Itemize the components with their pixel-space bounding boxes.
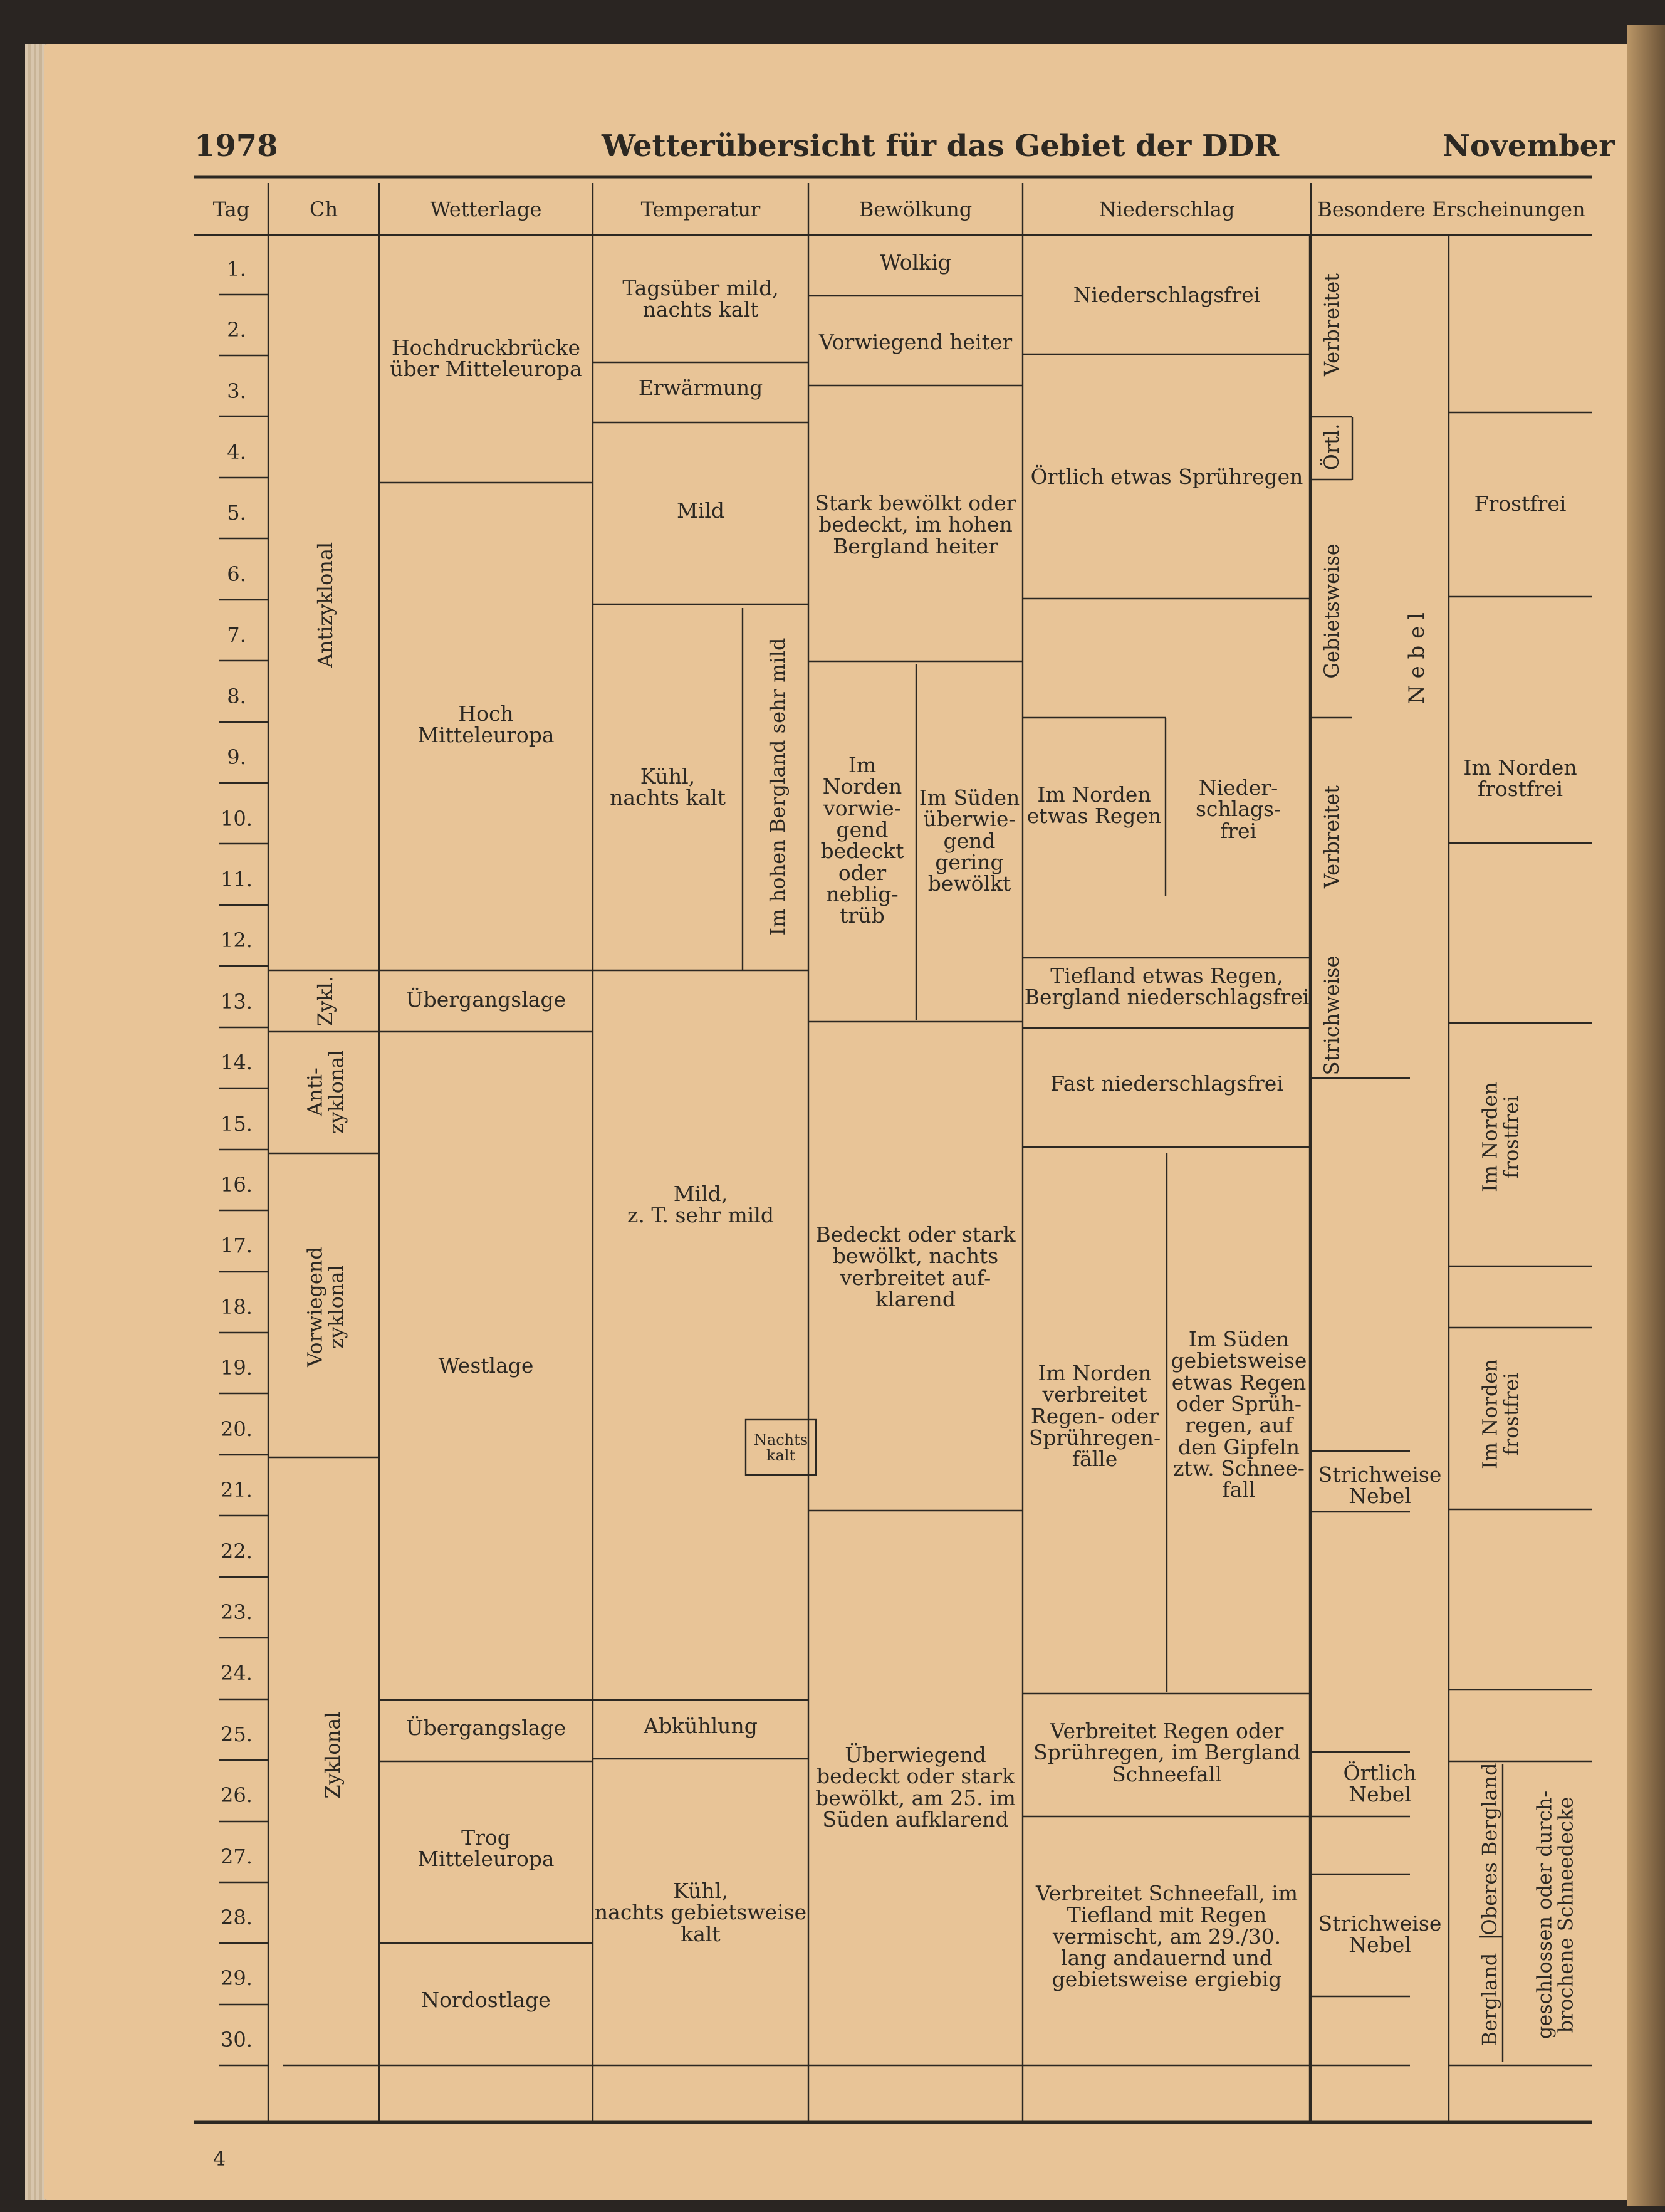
bewoelkung-cell: Überwiegend bedeckt oder stark bewölkt, am 25. im Süden aufklarend — [815, 1743, 1016, 1832]
bewoelkung-cell-nord: Im Norden vorwie- gend bedeckt oder neblig- trüb — [820, 753, 904, 928]
nebel-note: Örtlich Nebel — [1343, 1761, 1417, 1807]
col-header-wetterlage: Wetterlage — [430, 197, 542, 221]
day-label: 21. — [221, 1478, 253, 1502]
day-label: 11. — [221, 868, 253, 891]
day-label: 24. — [221, 1661, 253, 1685]
day-label: 7. — [227, 623, 246, 647]
nebel-note: Verbreitet — [1320, 273, 1344, 377]
day-label: 17. — [221, 1234, 253, 1257]
frost-note: Im Norden frostfrei — [1478, 1359, 1523, 1469]
col-header-niederschlag: Niederschlag — [1099, 197, 1235, 221]
temperatur-cell: Erwärmung — [638, 375, 763, 400]
nebel-note: Örtl. — [1320, 423, 1344, 471]
temperatur-cell: Tagsüber mild, nachts kalt — [622, 276, 779, 322]
col-header-ch: Ch — [309, 197, 338, 221]
day-label: 20. — [221, 1417, 253, 1441]
temperatur-nachts-kalt-note: Nachts kalt — [753, 1431, 808, 1464]
day-label: 28. — [221, 1905, 253, 1929]
niederschlag-cell-sued: Nieder- schlags- frei — [1195, 775, 1281, 843]
nebel-note: Gebietsweise — [1320, 543, 1344, 679]
ch-zykl: Zykl. — [313, 975, 338, 1027]
day-label: 18. — [221, 1295, 253, 1319]
day-label: 12. — [221, 928, 253, 952]
schnee-note: Bergland — [1478, 1953, 1502, 2047]
day-label: 16. — [221, 1173, 253, 1197]
ch-antizyklonal-2: Anti- zyklonal — [303, 1050, 348, 1134]
bewoelkung-cell: Wolkig — [880, 250, 951, 275]
nebel-label: N e b e l — [1404, 612, 1430, 704]
niederschlag-cell: Verbreitet Schneefall, im Tiefland mit Regen vermischt, am 29./30. lang andauernd und gebietsweise ergiebig — [1035, 1881, 1298, 1992]
temperatur-cell: Kühl, nachts kalt — [610, 764, 726, 810]
day-label: 27. — [221, 1845, 253, 1869]
niederschlag-cell-sued: Im Süden gebietsweise etwas Regen oder Sprüh- regen, auf den Gipfeln ztw. Schnee- fall — [1171, 1327, 1307, 1502]
page-title: Wetterübersicht für das Gebiet der DDR — [602, 128, 1280, 164]
niederschlag-cell: Fast niederschlagsfrei — [1050, 1071, 1283, 1096]
month: November — [1443, 128, 1615, 164]
day-label: 8. — [227, 684, 246, 708]
niederschlag-cell: Tiefland etwas Regen, Bergland niederschlagsfrei — [1024, 963, 1310, 1010]
frost-note: Frostfrei — [1474, 491, 1567, 516]
col-header-bewoelkung: Bewölkung — [859, 197, 973, 221]
schnee-note: geschlossen oder durch- brochene Schneedecke — [1532, 1790, 1577, 2040]
wetterlage-cell: Übergangslage — [405, 987, 566, 1012]
day-label: 5. — [227, 501, 246, 525]
day-label: 14. — [221, 1051, 253, 1074]
day-label: 3. — [227, 379, 246, 403]
day-label: 6. — [227, 562, 246, 586]
bewoelkung-cell-sued: Im Süden überwie- gend gering bewölkt — [919, 785, 1020, 896]
nebel-note: Strichweise Nebel — [1318, 1462, 1442, 1509]
frost-note: Im Norden frostfrei — [1463, 755, 1577, 802]
day-label: 13. — [221, 990, 253, 1014]
bewoelkung-cell: Vorwiegend heiter — [818, 330, 1013, 354]
day-label: 4. — [227, 440, 246, 464]
page-number: 4 — [213, 2147, 226, 2171]
wetterlage-cell: Hochdruckbrücke über Mitteleuropa — [390, 335, 582, 382]
niederschlag-cell: Verbreitet Regen oder Sprühregen, im Bergland Schneefall — [1033, 1719, 1300, 1786]
bewoelkung-cell: Bedeckt oder stark bewölkt, nachts verbreitet auf- klarend — [815, 1222, 1016, 1311]
ch-vorwiegend-zyklonal: Vorwiegend zyklonal — [303, 1247, 348, 1367]
day-label: 1. — [227, 257, 246, 281]
day-label: 25. — [221, 1722, 253, 1746]
nebel-note: Strichweise — [1320, 955, 1344, 1076]
niederschlag-cell-nord: Im Norden verbreitet Regen- oder Sprühregen- fälle — [1028, 1361, 1161, 1472]
temperatur-cell: Mild, z. T. sehr mild — [627, 1182, 774, 1228]
bewoelkung-cell: Stark bewölkt oder bedeckt, im hohen Bergland heiter — [815, 491, 1016, 558]
day-label: 22. — [221, 1539, 253, 1563]
day-label: 15. — [221, 1112, 253, 1136]
nebel-note: Strichweise Nebel — [1318, 1911, 1442, 1958]
wetterlage-cell: Übergangslage — [405, 1716, 566, 1740]
temperatur-cell: Mild — [676, 498, 725, 523]
temperatur-cell: Kühl, nachts gebietsweise kalt — [594, 1879, 807, 1946]
year: 1978 — [194, 128, 278, 164]
schnee-note: Oberes Bergland — [1478, 1763, 1502, 1936]
wetterlage-cell: Hoch Mitteleuropa — [417, 701, 555, 748]
niederschlag-cell: Örtlich etwas Sprühregen — [1030, 464, 1303, 489]
ch-antizyklonal: Antizyklonal — [313, 542, 338, 668]
day-label: 26. — [221, 1783, 253, 1807]
niederschlag-cell: Niederschlagsfrei — [1073, 283, 1261, 307]
niederschlag-cell-nord: Im Norden etwas Regen — [1026, 782, 1162, 829]
ch-zyklonal: Zyklonal — [321, 1711, 345, 1799]
wetterlage-cell: Nordostlage — [421, 1988, 551, 2012]
col-header-temperatur: Temperatur — [640, 197, 761, 221]
col-header-tag: Tag — [212, 197, 250, 221]
day-label: 19. — [221, 1356, 253, 1380]
wetterlage-cell: Trog Mitteleuropa — [417, 1825, 555, 1872]
wetterlage-cell: Westlage — [438, 1353, 534, 1378]
col-header-besondere: Besondere Erscheinungen — [1317, 197, 1585, 221]
day-label: 2. — [227, 318, 246, 342]
temperatur-cell: Abkühlung — [644, 1714, 758, 1738]
day-label: 23. — [221, 1600, 253, 1624]
day-label: 30. — [221, 2028, 253, 2052]
day-label: 9. — [227, 745, 246, 769]
temperatur-bergland-note: Im hohen Bergland sehr mild — [766, 637, 790, 936]
frost-note: Im Norden frostfrei — [1478, 1082, 1523, 1192]
nebel-note: Verbreitet — [1320, 785, 1344, 889]
day-label: 29. — [221, 1966, 253, 1990]
day-label: 10. — [221, 807, 253, 831]
